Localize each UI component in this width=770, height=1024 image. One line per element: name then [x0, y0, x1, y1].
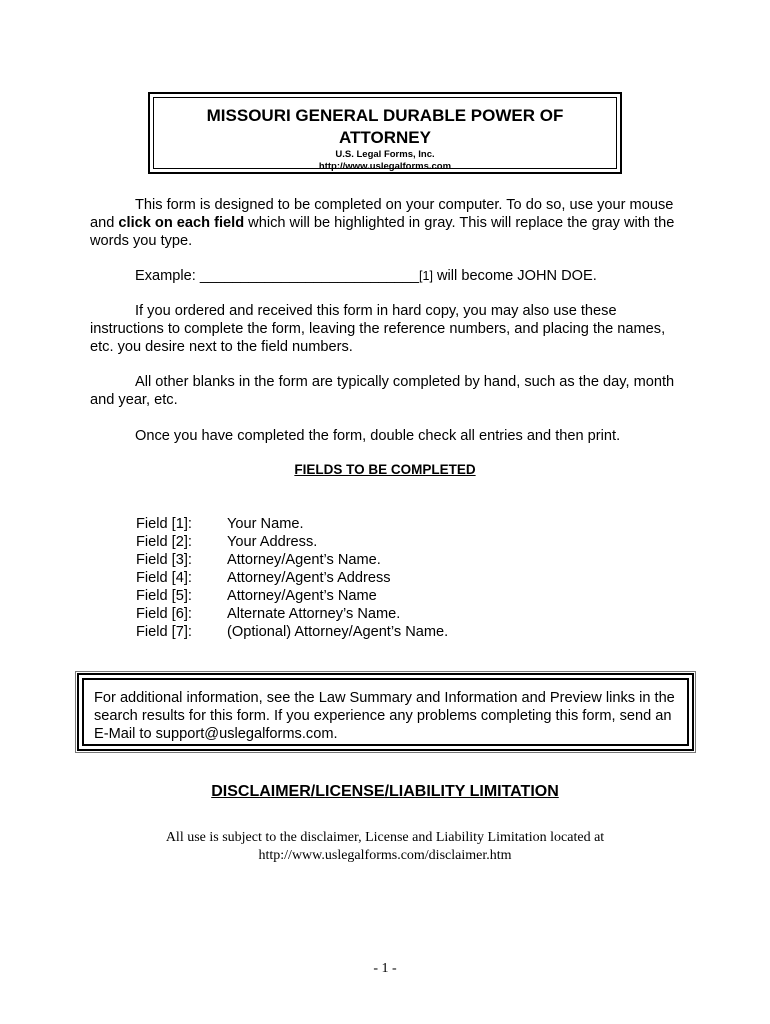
document-title-line2: ATTORNEY — [339, 128, 431, 147]
field-row — [136, 587, 448, 605]
title-box — [148, 92, 622, 174]
field-label: Field [7]: — [136, 624, 192, 640]
print-text: Once you have completed the form, double check all entries and then print. — [135, 428, 621, 444]
example-blank: ___________________________ — [199, 268, 420, 284]
document-title-line1: MISSOURI GENERAL DURABLE POWER OF — [206, 106, 564, 125]
field-row — [136, 551, 448, 569]
field-row — [136, 569, 448, 587]
example-result: will become JOHN DOE. — [432, 268, 597, 284]
intro-text-bold: click on each field — [118, 215, 245, 231]
hardcopy-text: If you ordered and received this form in hard copy, you may also use these instructions to complete the form, leaving the reference numbers, and placing the names, etc. you desire next to the field numbers. — [90, 303, 666, 355]
field-description: Attorney/Agent’s Name. — [227, 552, 381, 568]
field-description: Attorney/Agent’s Address — [227, 570, 391, 586]
page-number: - 1 - — [373, 961, 397, 976]
company-website: http://www.uslegalforms.com — [318, 161, 452, 172]
field-row — [136, 623, 448, 641]
info-box — [77, 673, 694, 751]
hardcopy-paragraph — [90, 302, 680, 356]
intro-paragraph — [90, 196, 680, 250]
print-paragraph — [90, 427, 680, 445]
disclaimer-url: http://www.uslegalforms.com/disclaimer.htm — [258, 848, 512, 863]
fields-heading: FIELDS TO BE COMPLETED — [294, 462, 476, 477]
fields-list — [136, 515, 448, 641]
field-label: Field [1]: — [136, 516, 192, 532]
title-box-inner — [153, 97, 617, 172]
field-description: (Optional) Attorney/Agent’s Name. — [227, 624, 449, 640]
company-name: U.S. Legal Forms, Inc. — [335, 149, 435, 160]
disclaimer-title: DISCLAIMER/LICENSE/LIABILITY LIMITATION — [211, 783, 559, 800]
info-text: For additional information, see the Law Summary and Information and Preview links in the search results for this form. If you experience any problems completing this form, send an E-Mail to support@uslegalforms.com. — [82, 678, 689, 746]
disclaimer-text — [0, 829, 770, 865]
intro-text-b: which will be highlighted in gray. This will replace the gray with the words you type. — [90, 215, 675, 249]
field-row — [136, 605, 448, 623]
field-row — [136, 533, 448, 551]
field-label: Field [2]: — [136, 534, 192, 550]
example-reference: [1] — [419, 269, 433, 283]
intro-text-a: This form is designed to be completed on your computer. To do so, use your mouse and — [90, 197, 674, 231]
disclaimer-line1: All use is subject to the disclaimer, License and Liability Limitation located at — [165, 830, 605, 845]
field-description: Your Address. — [227, 534, 318, 550]
example-label: Example: — [135, 268, 200, 284]
example-line — [90, 267, 680, 285]
blanks-paragraph — [90, 373, 680, 409]
field-label: Field [6]: — [136, 606, 192, 622]
field-description: Attorney/Agent’s Name — [227, 588, 377, 604]
field-description: Your Name. — [227, 516, 304, 532]
field-label: Field [4]: — [136, 570, 192, 586]
field-label: Field [5]: — [136, 588, 192, 604]
field-row — [136, 515, 448, 533]
blanks-text: All other blanks in the form are typically completed by hand, such as the day, month and year, etc. — [90, 374, 675, 408]
field-description: Alternate Attorney’s Name. — [227, 606, 401, 622]
field-label: Field [3]: — [136, 552, 192, 568]
